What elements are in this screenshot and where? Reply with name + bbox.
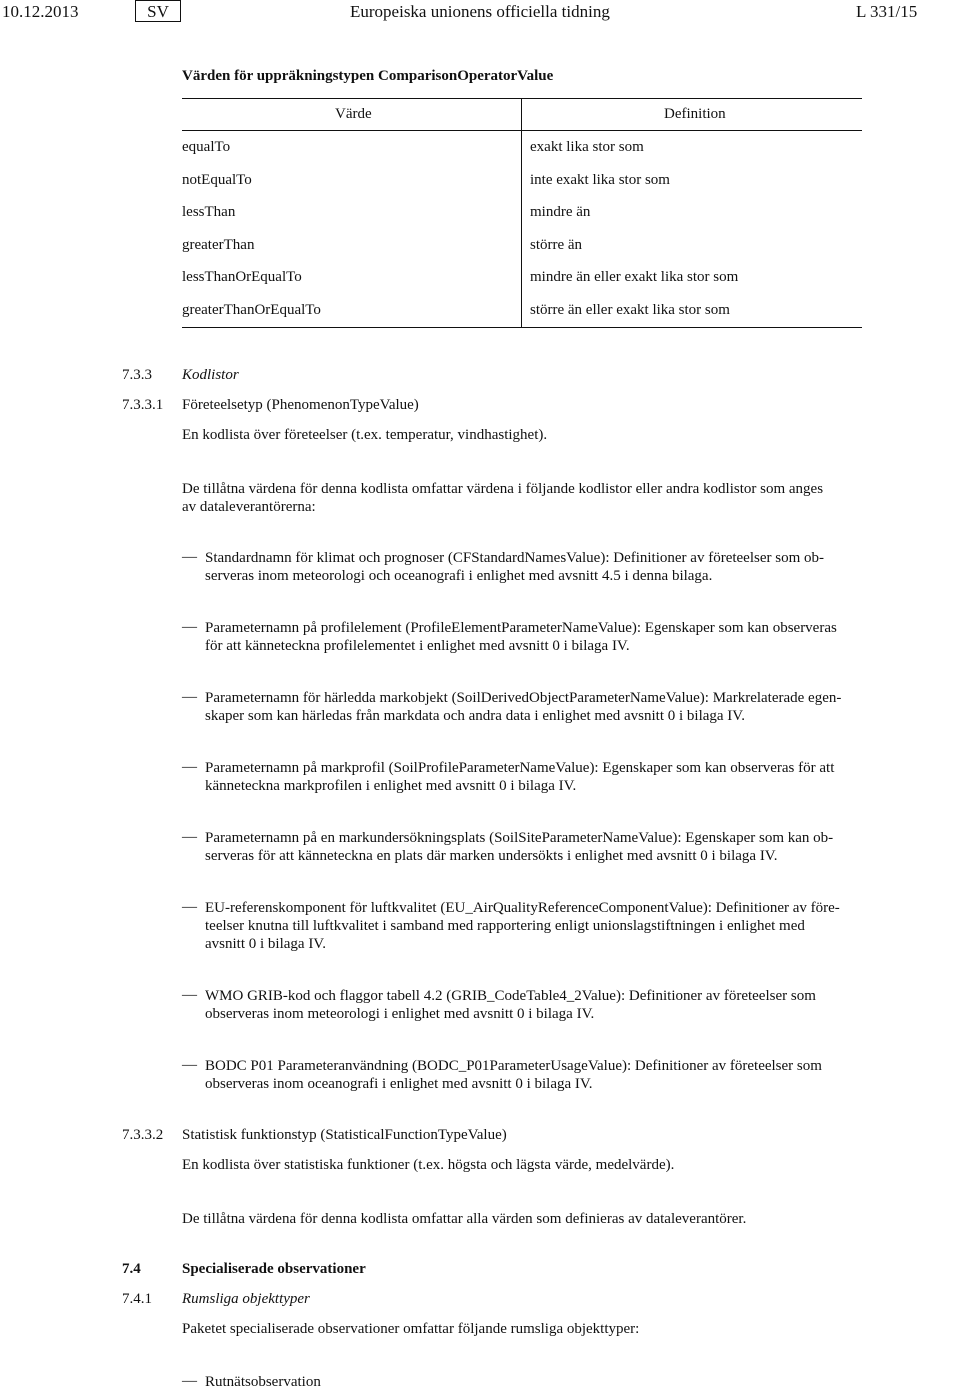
- paragraph: Paketet specialiserade observationer omfattar följande rumsliga objekttyper:: [182, 1321, 640, 1337]
- language-badge: SV: [135, 0, 181, 22]
- definition-cell: mindre än eller exakt lika stor som: [530, 269, 739, 285]
- definition-cell: inte exakt lika stor som: [530, 172, 670, 188]
- table-column-divider: [521, 98, 522, 328]
- header-date: 10.12.2013: [2, 2, 79, 21]
- bullet-line: serveras inom meteorologi och oceanografi i enlighet med avsnitt 4.5 i denna bilaga.: [205, 568, 713, 584]
- bullet-line: observeras inom meteorologi i enlighet med avsnitt 0 i bilaga IV.: [205, 1006, 595, 1022]
- column-header-value: Värde: [335, 106, 372, 122]
- bullet-dash: —: [182, 899, 197, 915]
- paragraph: De tillåtna värdena för denna kodlista omfattar alla värden som definieras av dataleverantörer.: [182, 1211, 747, 1227]
- page-number: L 331/15: [856, 2, 918, 21]
- bullet-line: Rutnätsobservation: [205, 1374, 321, 1390]
- section-title: Specialiserade observationer: [182, 1261, 366, 1277]
- journal-title: Europeiska unionens officiella tidning: [350, 2, 610, 21]
- bullet-dash: —: [182, 549, 197, 565]
- bullet-line: känneteckna markprofilen i enlighet med avsnitt 0 i bilaga IV.: [205, 778, 577, 794]
- bullet-line: teelser knutna till luftkvalitet i samband med rapportering enligt unionslagstiftningen i enlighet med: [205, 918, 805, 934]
- bullet-line: BODC P01 Parameteranvändning (BODC_P01ParameterUsageValue): Definitioner av företeelser som: [205, 1058, 822, 1074]
- bullet-dash: —: [182, 829, 197, 845]
- column-header-definition: Definition: [664, 106, 726, 122]
- bullet-line: Parameternamn på en markundersökningsplats (SoilSiteParameterNameValue): Egenskaper som kan ob-: [205, 830, 834, 846]
- bullet-line: serveras för att känneteckna en plats där marken undersökts i enlighet med avsnitt 0 i bilaga IV.: [205, 848, 778, 864]
- bullet-line: avsnitt 0 i bilaga IV.: [205, 936, 326, 952]
- value-cell: greaterThanOrEqualTo: [182, 302, 321, 318]
- section-number: 7.3.3: [122, 367, 152, 383]
- bullet-dash: —: [182, 759, 197, 775]
- bullet-dash: —: [182, 1373, 197, 1389]
- table-title: Värden för uppräkningstypen ComparisonOperatorValue: [182, 68, 554, 84]
- section-number: 7.3.3.2: [122, 1127, 164, 1143]
- section-title: Företeelsetyp (PhenomenonTypeValue): [182, 397, 419, 413]
- bullet-line: Parameternamn på markprofil (SoilProfileParameterNameValue): Egenskaper som kan observeras för att: [205, 760, 835, 776]
- bullet-line: observeras inom oceanografi i enlighet med avsnitt 0 i bilaga IV.: [205, 1076, 593, 1092]
- table-top-rule: [182, 98, 862, 99]
- value-cell: equalTo: [182, 139, 231, 155]
- paragraph: av dataleverantörerna:: [182, 499, 316, 515]
- table-bottom-rule: [182, 327, 862, 328]
- bullet-line: Standardnamn för klimat och prognoser (CFStandardNamesValue): Definitioner av företeelser som ob-: [205, 550, 824, 566]
- value-cell: lessThan: [182, 204, 236, 220]
- section-title: Kodlistor: [182, 367, 239, 383]
- paragraph: En kodlista över statistiska funktioner (t.ex. högsta och lägsta värde, medelvärde).: [182, 1157, 675, 1173]
- bullet-line: EU-referenskomponent för luftkvalitet (EU_AirQualityReferenceComponentValue): Definitioner av före-: [205, 900, 840, 916]
- section-title: Statistisk funktionstyp (StatisticalFunctionTypeValue): [182, 1127, 507, 1143]
- paragraph: En kodlista över företeelser (t.ex. temperatur, vindhastighet).: [182, 427, 548, 443]
- bullet-line: WMO GRIB-kod och flaggor tabell 4.2 (GRIB_CodeTable4_2Value): Definitioner av företeelser som: [205, 988, 816, 1004]
- value-cell: greaterThan: [182, 237, 255, 253]
- value-cell: notEqualTo: [182, 172, 252, 188]
- value-cell: lessThanOrEqualTo: [182, 269, 302, 285]
- bullet-line: Parameternamn för härledda markobjekt (SoilDerivedObjectParameterNameValue): Markrelaterade egen-: [205, 690, 842, 706]
- definition-cell: större än: [530, 237, 583, 253]
- bullet-dash: —: [182, 619, 197, 635]
- section-number: 7.3.3.1: [122, 397, 164, 413]
- section-title: Rumsliga objekttyper: [182, 1291, 310, 1307]
- section-number: 7.4.1: [122, 1291, 152, 1307]
- bullet-line: för att känneteckna profilelementet i enlighet med avsnitt 0 i bilaga IV.: [205, 638, 630, 654]
- definition-cell: mindre än: [530, 204, 591, 220]
- bullet-line: skaper som kan härledas från markdata och andra data i enlighet med avsnitt 0 i bilaga IV.: [205, 708, 745, 724]
- bullet-line: Parameternamn på profilelement (ProfileElementParameterNameValue): Egenskaper som kan observeras: [205, 620, 837, 636]
- paragraph: De tillåtna värdena för denna kodlista omfattar värdena i följande kodlistor eller andra kodlistor som anges: [182, 481, 824, 497]
- definition-cell: exakt lika stor som: [530, 139, 644, 155]
- bullet-dash: —: [182, 1057, 197, 1073]
- bullet-dash: —: [182, 689, 197, 705]
- bullet-dash: —: [182, 987, 197, 1003]
- section-number: 7.4: [122, 1261, 141, 1277]
- definition-cell: större än eller exakt lika stor som: [530, 302, 730, 318]
- table-header-rule: [182, 130, 862, 131]
